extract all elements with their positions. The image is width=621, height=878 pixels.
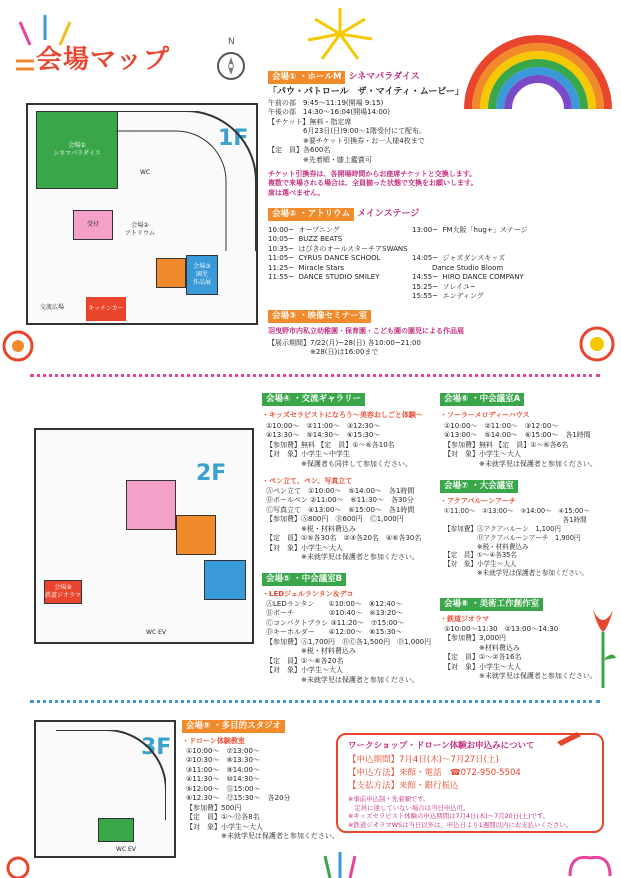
room-orange-block: [156, 258, 186, 288]
wc-ev-label: WC EV: [146, 629, 166, 637]
room-reception: 受付: [73, 210, 113, 240]
venue4-section: [262, 393, 365, 406]
title-dash-decoration: [14, 56, 36, 74]
wc-label: WC: [139, 169, 151, 177]
plaza-label: 交流広場: [39, 304, 64, 312]
room-cinema-paradise: 会場① シネマパラダイス: [36, 111, 118, 189]
page-title: 会場マップ: [36, 45, 170, 75]
floor-2f-map: [34, 428, 254, 644]
kitchen-car-label: キッチンカー: [86, 297, 126, 321]
application-info-box: [336, 733, 604, 833]
compass-icon: [217, 52, 245, 80]
venue4-details2: Ⓐペン立て ①10:00～ ⑤14:00～ 各1時間 Ⓑボールペン ②11:00～ ⑥11:30～ 各30分 Ⓒ写真立て ④13:00～ ⑥15:00～ 各1時間 【参加費】Ⓐ800円 Ⓑ600円 Ⓒ1,000円 ※税・材料費込み 【定 員】①⑤各30名 ②③各20名 ④⑥各30名 【対 象】小学生～大人 ※未就学児は保護者と参加ください。: [266, 487, 422, 562]
venue8-details: ①10:00～11:30 ②13:00～14:30 【参加費】3,000円 ※材料費込み 【定 員】①～②各16名 【対 象】小学生～大人 ※未就学児は保護者と参加ください。: [444, 625, 597, 681]
venue5-section: [262, 573, 346, 586]
venue1-details: 午前の部 9:45～11:19(開場 9:15) 午後の部 14:30～16:04(開場14:00) 【チケット】無料・指定席 6月23日(日)9:00～1階受付にて配布。 ※要チケット引換券・お一人様4枚まで 【定 員】各600名 ※先着順・膝上鑑賞可: [268, 99, 426, 164]
venue3-sub: 羽曳野市内私立幼稚園・保育園・こども園の園児による作品展: [268, 327, 464, 335]
room-multipurpose-studio: [98, 818, 134, 842]
venue1-tag: 会場① ・ホールM: [268, 71, 345, 84]
venue7-details: ①11:00～ ②13:00～ ③14:00～ ④15:00～ 各1時間 【参加費】Ⓐアクアバルーン 1,100円 Ⓑアクアバルーンアーチ 1,900円 ※税・材料費込み 【定 員】①～④各35名 【対 象】小学生～大人 ※未就学児は保護者と参加ください。: [444, 507, 590, 578]
application-method: 【申込方法】来館・電話 ☎072-950-5504: [348, 768, 521, 778]
venue4-details1: ①10:00～ ②11:00～ ③12:30～ ④13:30～ ⑤14:30～ ⑥15:30～ 【参加費】無料 【定 員】①～⑥各10名 【対 象】小学生～中学生 ※保護者も同伴して参加ください。: [266, 422, 412, 468]
venue1-subtitle: 「パウ・パトロール ザ・マイティ・ムービー」: [268, 87, 464, 97]
venue5-tag: 会場⑤ ・中会議室B: [262, 573, 346, 586]
venue4-sub2: ・ペン立て、ペン、写真立て: [262, 477, 353, 485]
venue2-section: [268, 208, 528, 221]
venue8-section: [440, 598, 543, 611]
floor-3f-map: [34, 720, 176, 858]
curved-wall: [116, 111, 256, 251]
application-title: ワークショップ・ドローン体験お申込みについて: [348, 741, 535, 751]
venue1-section: [268, 71, 468, 84]
venue8-tag: 会場⑧ ・美術工作創作室: [440, 598, 543, 611]
bottom-heart-decoration: [560, 848, 620, 878]
room-large-hall: [204, 560, 246, 600]
application-payment: 【支払方法】来館・銀行振込: [348, 781, 459, 791]
room-diorama: 会場⑨ 鉄道ジオラマ: [44, 580, 82, 604]
venue7-tag: 会場⑦ ・大会議室: [440, 480, 518, 493]
venue3-section: [268, 310, 371, 323]
venue5-details: ⒶLEDランタン ①10:00～ ⑧12:40～ Ⓑポーチ ②10:40～ ⑥13:20～ Ⓒコンパクトブラシ ③11:20～ ⑦15:00～ Ⓓキーホルダー ④12:00～ ⑧15:30～ 【参加費】Ⓐ1,700円 ⒷⒸ各1,500円 Ⓓ1,000円 ※税・材料費込み 【定 員】①～⑧各20名 【対 象】小学生～大人 ※未就学児は保護者と参加ください。: [266, 600, 432, 684]
venue2-schedule-right: 13:00~ FM大阪「hug+」ステージ 14:05~ ジャズダンスキッズ Dance Studio Bloom 14:55~ HIRO DANCE COMPANY 15:25~ ソレイユ~ 15:55~ エンディング: [412, 226, 528, 301]
venue1-note: チケット引換券は、各開場時間からお座席チケットと交換します。 複数で来場される場合は、全員揃った状態で交換をお願いします。 席は選べません。: [268, 170, 478, 197]
room-studio-exhibit: 会場③ 園児 作品展: [186, 255, 218, 295]
flower-icon: [0, 320, 40, 370]
venue6-section: [440, 393, 524, 406]
venue2-title: メインステージ: [357, 209, 420, 219]
application-notes: ※事前申込制・先着順です。 定員に達していない場合は当日申込可。 ※キッズセラピスト体験の申込期間は7月4日(木)～7月20日(土)です。 ※鉄道ジオラマWSは当日以外は、申込日より1週間以内にお支払いください。: [348, 795, 573, 829]
venue6-sub: ・ソーラーメロディーハウス: [440, 411, 530, 419]
venue4-tag: 会場④ ・交流ギャラリー: [262, 393, 365, 406]
room-gallery: [126, 480, 176, 530]
bottom-rays-decoration: [320, 848, 360, 878]
floor-3f-label: 3F: [141, 735, 172, 760]
divider-pink: [30, 374, 600, 377]
application-period: 【申込期間】7月4日(木)～7月27日(土): [348, 755, 499, 765]
venue2-schedule-left: 10:00~ オープニング 10:05~ BUZZ BEATS 10:35~ はびきのオールスターチアSWANS 11:05~ CYRUS DANCE SCHOOL 11:25~ Miracle Stars 11:55~ DANCE STUDIO SMILEY: [268, 226, 408, 282]
venue6-details: ①10:00～ ②11:00～ ③12:00～ ④13:00～ ⑤14:00～ ⑥15:00～ 各1時間 【参加費】無料 【定 員】①～⑥各6名 【対 象】小学生～大人 ※未就学児は保護者と参加ください。: [444, 422, 597, 468]
venue1-title: シネマパラダイス: [348, 72, 420, 82]
venue9-section: [182, 720, 285, 733]
venue9-tag: 会場⑨ ・多目的スタジオ: [182, 720, 285, 733]
pencil-icon: [555, 728, 585, 746]
floor-1f-label: 1F: [218, 126, 249, 151]
venue9-details: ①10:00～ ⑦13:00～ ②10:30～ ⑧13:30～ ③11:00～ ⑨14:00～ ④11:30～ ⑩14:30～ ⑤12:00～ ⑪15:00～ ⑥12:30～ ⑫15:30～ 各20分 【参加費】500円 【定 員】①～⑫各8名 【対 象】小学生～大人 ※未就学児は保護者と参加ください。: [186, 747, 339, 840]
sun-icon: [300, 4, 380, 64]
bottom-flower-decoration: [4, 852, 64, 878]
venue2-tag: 会場② ・アトリウム: [268, 208, 354, 221]
compass-north-label: N: [228, 37, 235, 47]
venue6-tag: 会場⑥ ・中会議室A: [440, 393, 524, 406]
divider-blue: [30, 700, 600, 703]
tulip-icon: [588, 600, 618, 690]
wc-ev-label-3f: WC EV: [116, 846, 136, 854]
room-meeting-b: [176, 515, 216, 555]
venue3-details: 【展示期間】7/22(月)~28(日) 各10:00~21:00 ※28(日)は16:00まで: [268, 339, 421, 357]
venue9-sub: ・ドローン体験教室: [182, 737, 245, 745]
flower-icon: [575, 320, 619, 374]
room-atrium: 会場② アトリウム: [125, 222, 155, 237]
rainbow-decoration: [463, 34, 613, 109]
venue7-section: [440, 480, 518, 493]
venue8-sub: ・鉄道ジオラマ: [440, 615, 489, 623]
venue5-sub: ・LEDジェルランタン＆デコ: [262, 590, 354, 598]
curved-wall-3f: [56, 730, 166, 820]
venue7-sub: ・アクアバルーンアーチ: [440, 497, 516, 505]
venue3-tag: 会場③ ・映像セミナー室: [268, 310, 371, 323]
floor-2f-label: 2F: [196, 461, 227, 486]
floor-1f-map: [26, 103, 258, 325]
venue4-sub1: ・キッズセラピストになろう～美容おしごと体験～: [262, 411, 423, 419]
